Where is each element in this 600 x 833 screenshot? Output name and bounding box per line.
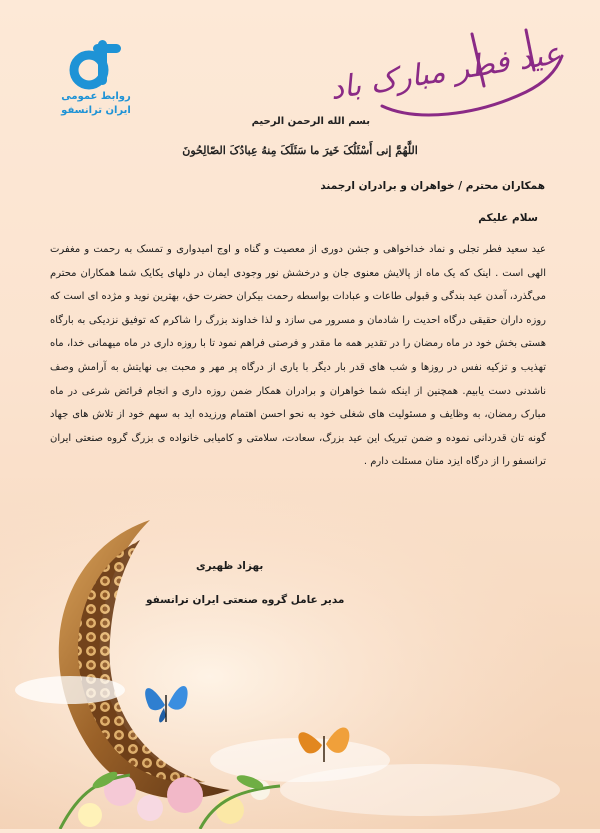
signatory-name: بهزاد ظهیری — [196, 560, 264, 572]
greeting-text: عید فطر مبارک باد — [327, 35, 564, 108]
crescent-moon-illustration-icon — [0, 490, 600, 829]
company-logo — [58, 36, 134, 118]
signatory-title: مدیر عامل گروه صنعتی ایران ترانسفو — [146, 594, 345, 606]
salutation: همکاران محترم / خواهران و برادران ارجمند — [320, 180, 545, 192]
logo-line-1: روابط عمومی — [61, 91, 131, 102]
eid-illustration — [0, 490, 600, 829]
prayer-verse: اللَّهُمَّ إنی أَسْئَلُکَ خَیرَ ما سَئَلَکَ مِنهُ عِبادُکَ الصّالِحُونَ — [182, 144, 418, 157]
letter-body: عید سعید فطر تجلی و نماد خداخواهی و جشن دوری از معصیت و گناه و اوج امیدواری و تمسک به رحمت و مغفرت الهی است . اینک که یک ماه از پالایش معنوی جان و درخشش نور وجودی ایمان در دلهای یکایک شما همکاران محترم می‌گذرد، آمدن عید بندگی و قبولی طاعات و عبادات بواسطه رحمت بیکران حضرت حق، بهترین نوید و مژده ای است که روزه داران حقیقی درگاه احدیت را شادمان و مسرور می سازد و لذا خداوند بزرگ را شاکرم که توفیق نزدیکی به بارگاه هستی بخش خود در ماه رمضان را در تقدیر همه ما مقدر و فرصتی فراهم نمود تا با روزه داری در ماه میهمانی خدا، ماه تهذیب و تزکیه نفس در روزها و شب های قدر بار دیگر با یاری از درگاه پر مهر و محبت بی نهایتش به آرامش وصف ناشدنی دست یابیم. همچنین از اینکه شما خواهران و برادران همکار ضمن روزه داری و انجام فرائض شرعی در ماه مبارک رمضان، به وظایف و مسئولیت های شغلی خود به نحو احسن اهتمام ورزیده اید به سهم خود از تلاش های جهاد گونه تان قدردانی نموده و ضمن تبریک این عید بزرگ، سعادت، سلامتی و کامیابی خانواده ی بزرگ گروه صنعتی ایران ترانسفو را از درگاه ایزد منان مسئلت دارم . — [50, 244, 546, 468]
logo-line-2: ایران ترانسفو — [61, 105, 131, 116]
logo-mark-icon — [65, 36, 127, 90]
basmala: بسم الله الرحمن الرحیم — [251, 116, 370, 127]
greeting-calligraphy — [327, 26, 566, 126]
greeting-hello: سلام علیکم — [478, 212, 538, 224]
